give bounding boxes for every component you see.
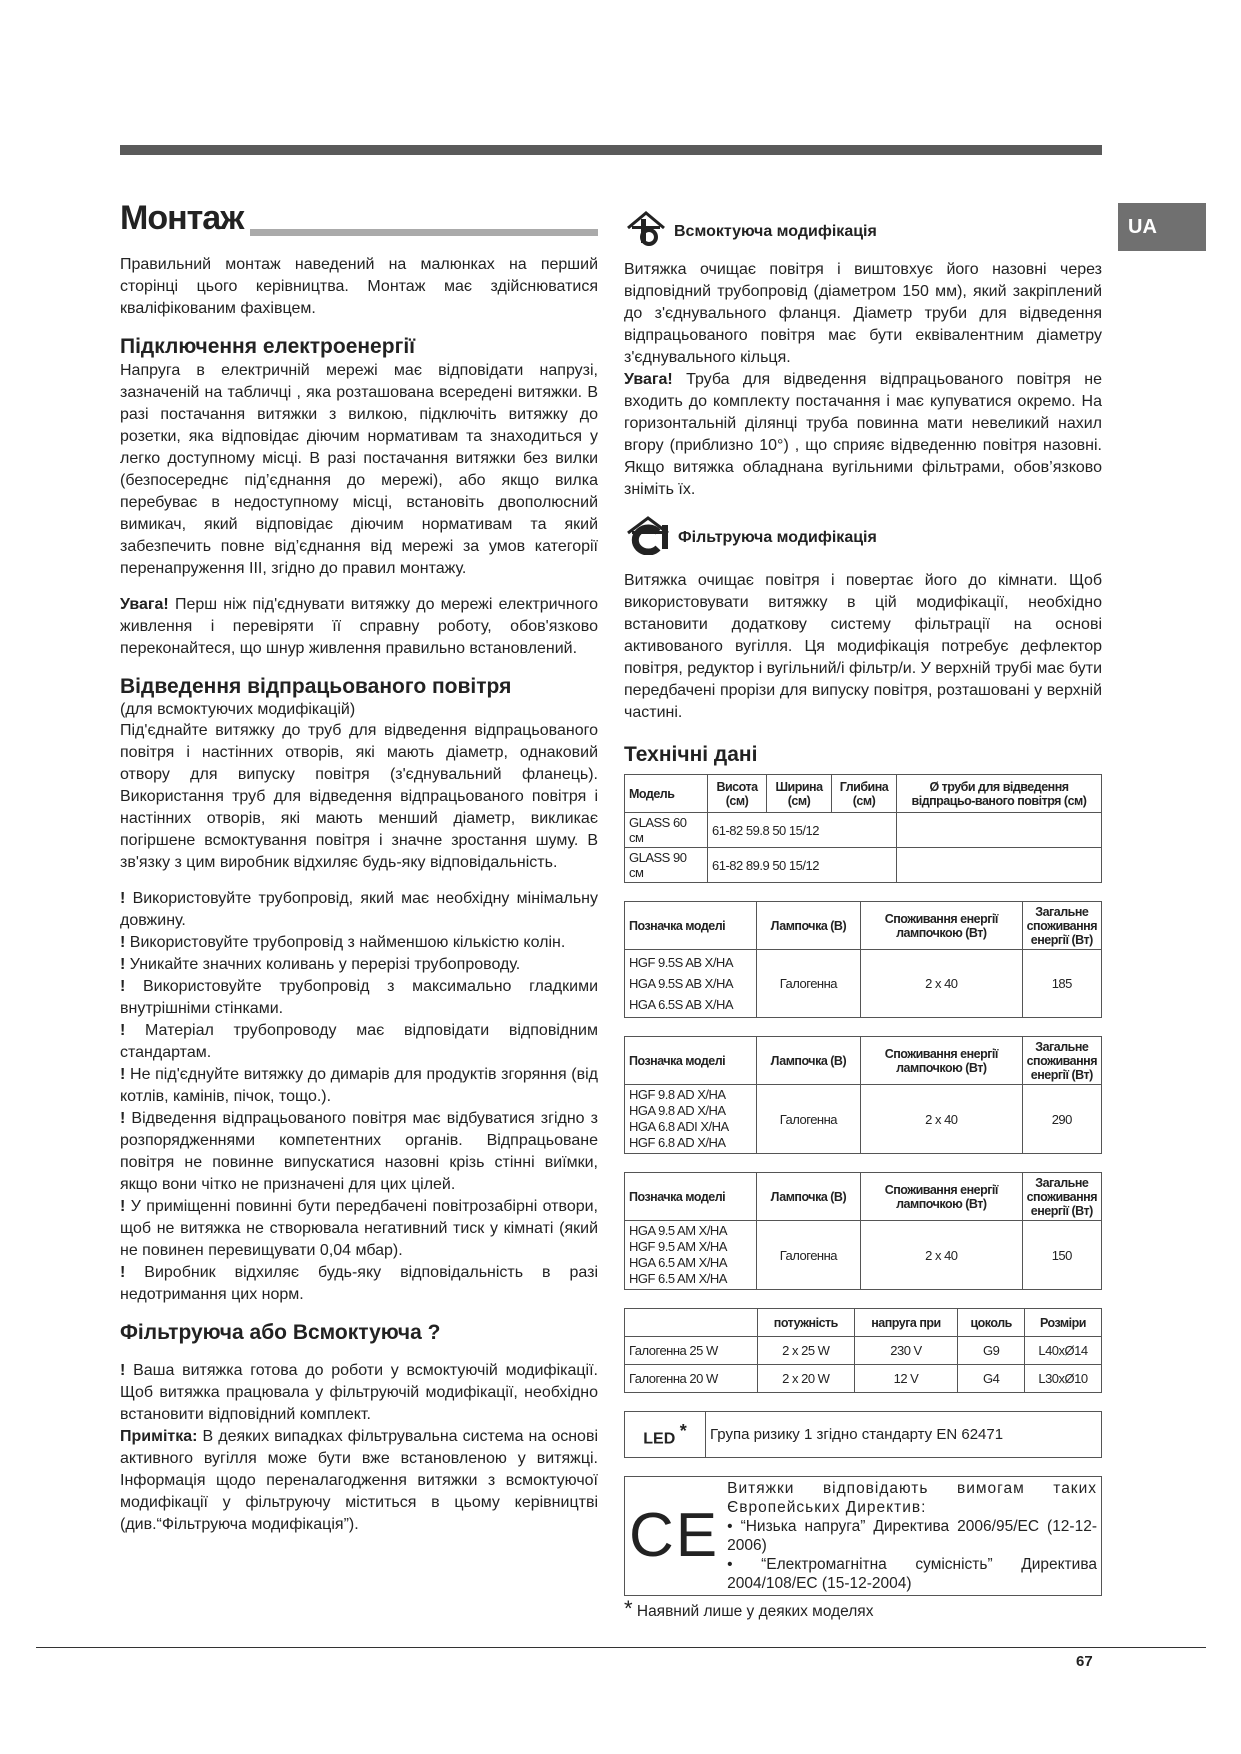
left-column (120, 198, 598, 1536)
suction-text: Витяжка очищає повітря і виштовхує його назовні через відповідний трубопровід (діаметром 150 мм), який закріплений до з'єднувального фланця. Діаметр труби для відведення відпрацьованого повітря має бути еквівалентним діаметру з'єднувального кільця. (624, 261, 1102, 366)
ce-text-2: • “Низька напруга” Директива 2006/95/ЕС (12-12-2006) (727, 1518, 1097, 1554)
list-item: ! Використовуйте трубопровід з найменшою кількістю колін. (120, 934, 566, 951)
note-label: Примітка: (120, 1428, 198, 1445)
led-text: Група ризику 1 згідно стандарту EN 62471 (706, 1412, 1102, 1458)
exhaust-subheading: (для всмоктуючих модифікацій) (120, 701, 356, 718)
suction-mode-title: Всмоктуюча модифікація (674, 222, 877, 240)
ce-mark: CE (629, 1501, 720, 1570)
note-text: Примітка: В деяких випадках фільтрувальна система на основі активного вугілля може бути вже встановленою у витяжці. Інформація щодо переналагодження витяжки з всмоктуючої модифікації у фільтруючу міститься в цьому керівництві (див.“Фільтруюча модифікація”). (120, 1428, 598, 1533)
filter-text: Витяжка очищає повітря і повертає його до кімнати. Щоб використовувати витяжку в цій модифікації, необхідно встановити додаткову систему фільтрації на основі активованого вугілля. Ця модифікація потребує дефлектор повітря, редуктор і вугільний/і фільтр/и. У верхній трубі має бути передбачені прорізи для випуску повітря, розташовані у верхній частині. (624, 572, 1102, 721)
list-item: ! Не під'єднуйте витяжку до димарів для продуктів згоряння (від котлів, камінів, пічок, тощо.). (120, 1066, 598, 1105)
choice-text: ! Ваша витяжка готова до роботи у всмоктуючій модифікації. Щоб витяжка працювала у фільтруючій модифікації, необхідно встановити відповідний комплект. (120, 1362, 598, 1423)
page-number: 67 (1076, 1653, 1093, 1670)
ce-text-3: • “Електромагнітна сумісність” Директива 2004/108/ЕС (15-12-2004) (727, 1556, 1097, 1592)
list-item: ! Уникайте значних коливань у перерізі трубопроводу. (120, 956, 521, 973)
table-row: HGF 9.5S AB X/HA HGA 9.5S AB X/HA HGA 6.5S AB X/HA Галогенна 2 x 40 185 (625, 950, 1102, 1018)
power-text: Напруга в електричній мережі має відповідати напрузі, зазначеній на табличці , яка розташована всередені витяжки. В разі постачання витяжки з вилкою, підключіть витяжку до розетки, яка відповідає діючим нормативам та знаходиться у легко доступному місці. В разі постачання витяжки без вилки (безпосереднє під’єднання до мережі), або якщо вилка перебуває в недоступному місці, встановіть двополюсний вимикач, який відповідає діючим нормативам та який забезпечить повне від’єднання від мережі за умов категорії перенапруження III, згідно до правил монтажу. (120, 362, 598, 577)
led-label: LED (643, 1430, 676, 1448)
table-header: Модель (625, 775, 708, 813)
filter-mode-header (624, 515, 1102, 560)
table-row: GLASS 60 см 61-82 59.8 50 15/12 (625, 813, 1102, 848)
exhaust-heading: Відведення відпрацьованого повітря (120, 675, 512, 698)
bullet-list (120, 888, 598, 1306)
footnote: * Наявний лише у деяких моделях (624, 1596, 874, 1621)
language-tab: UA (1118, 203, 1206, 251)
table-header: Ширина (см) (767, 775, 832, 813)
intro-text: Правильний монтаж наведений на малюнках на перший сторінці цього керівництва. Монтаж має здійснюватися кваліфікованим фахівцем. (120, 256, 598, 317)
warning-label: Увага! (120, 596, 169, 613)
ce-compliance-box (624, 1476, 1102, 1596)
table-header: Ø труби для відведення відпрацьо-ваного повітря (см) (897, 775, 1102, 813)
title-underline (250, 229, 598, 236)
table-row: GLASS 90 см 61-82 89.9 50 15/12 (625, 848, 1102, 883)
list-item: ! Виробник відхиляє будь-яку відповідальність в разі недотримання цих норм. (120, 1264, 598, 1303)
list-item: ! У приміщенні повинні бути передбачені повітрозабірні отвори, щоб не витяжка не створювала негативний тиск у кімнаті (який не повинен перевищувати 0,04 мбар). (120, 1198, 598, 1259)
power-heading: Підключення електроенергії (120, 335, 416, 358)
dimensions-table (624, 774, 1102, 883)
lamp-table-1: Позначка моделі Лампочка (В) Споживання енергії лампочкою (Вт) Загальне споживання енергії (Вт) HGF 9.5S AB X/HA HGA 9.5S AB X/HA HGA 6.5S AB X/HA Галогенна 2 x 40 185 (624, 901, 1102, 1018)
table-row: Галогенна 20 W 2 x 20 W 12 V G4 L30xØ10 (625, 1365, 1102, 1393)
bulb-table: потужність напруга при цоколь Розміри Галогенна 25 W 2 x 25 W 230 V G9 L40xØ14 Галогенна 20 W 2 x 20 W 12 V G4 L30xØ10 (624, 1308, 1102, 1393)
suction-warning: Увага! Труба для відведення відпрацьованого повітря не входить до комплекту постачання і має купуватися окремо. На горизонтальній ділянці труба повинна мати невеликий нахил вгору (приблизно 10°) , що сприяє відведенню повітря назовні. Якщо витяжка обладнана вугільними фільтрами, обов’язково зніміть їх. (624, 371, 1102, 498)
suction-mode-icon (624, 210, 668, 253)
list-item: ! Використовуйте трубопровід, який має необхідну мінімальну довжину. (120, 890, 598, 929)
right-column (624, 210, 1102, 1622)
led-table: LED * Група ризику 1 згідно стандарту EN 62471 (624, 1411, 1102, 1458)
power-warning (120, 594, 598, 660)
list-item: ! Відведення відпрацьованого повітря має відбуватися згідно з розпорядженнями компетентних органів. Відпрацьоване повітря не повинне випускатися назовні крізь стінні виїмки, якщо вони чітко не призначені для цих цілей. (120, 1110, 598, 1193)
warning-text: Перш ніж під'єднувати витяжку до мережі електричного живлення і перевіряти її справну роботу, обов'язково переконайтеся, що шнур живлення правильно встановлений. (120, 596, 598, 657)
lamp-table-2: Позначка моделі Лампочка (В) Споживання енергії лампочкою (Вт) Загальне споживання енергії (Вт) HGF 9.8 AD X/HA HGA 9.8 AD X/HA HGA 6.8 ADI X/HA HGF 6.8 AD X/HA Галогенна 2 x 40 290 (624, 1036, 1102, 1154)
suction-mode-header (624, 210, 1102, 253)
table-row: HGA 9.5 AM X/HA HGF 9.5 AM X/HA HGA 6.5 AM X/HA HGF 6.5 AM X/HA Галогенна 2 x 40 150 (625, 1221, 1102, 1290)
list-item: ! Матеріал трубопроводу має відповідати відповідним стандартам. (120, 1022, 598, 1061)
table-row: Галогенна 25 W 2 x 25 W 230 V G9 L40xØ14 (625, 1337, 1102, 1365)
list-item: ! Використовуйте трубопровід з максимально гладкими внутрішніми стінками. (120, 978, 598, 1017)
bottom-divider (36, 1647, 1206, 1648)
table-header: Глибина (см) (832, 775, 897, 813)
exhaust-text: Під'єднайте витяжку до труб для відведення відпрацьованого повітря і настінних отворів, які мають діаметр, однаковий отвору для випуску повітря (з'єднувальний фланець). Використання труб для відведення відпрацьованого повітря і настінних отворів, які мають менший діаметр, викликає погіршене всмоктування повітря і значне зростання шуму. В зв'язку з цим виробник відхиляє будь-яку відповідальність. (120, 722, 598, 871)
ce-text-1: Витяжки відповідають вимогам таких Європейських Директив: (727, 1480, 1097, 1516)
tech-data-heading: Технічні дані (624, 743, 758, 766)
page-title: Монтаж (120, 199, 244, 237)
filter-mode-title: Фільтруюча модифікація (678, 528, 877, 546)
choice-heading: Фільтруюча або Всмоктуюча ? (120, 1321, 441, 1344)
table-row: HGF 9.8 AD X/HA HGA 9.8 AD X/HA HGA 6.8 ADI X/HA HGF 6.8 AD X/HA Галогенна 2 x 40 290 (625, 1085, 1102, 1154)
lamp-table-3: Позначка моделі Лампочка (В) Споживання енергії лампочкою (Вт) Загальне споживання енергії (Вт) HGA 9.5 AM X/HA HGF 9.5 AM X/HA HGA 6.5 AM X/HA HGF 6.5 AM X/HA Галогенна 2 x 40 150 (624, 1172, 1102, 1290)
top-divider-bar (120, 145, 1102, 155)
table-header: Висота (см) (708, 775, 767, 813)
filter-mode-icon (624, 515, 672, 560)
